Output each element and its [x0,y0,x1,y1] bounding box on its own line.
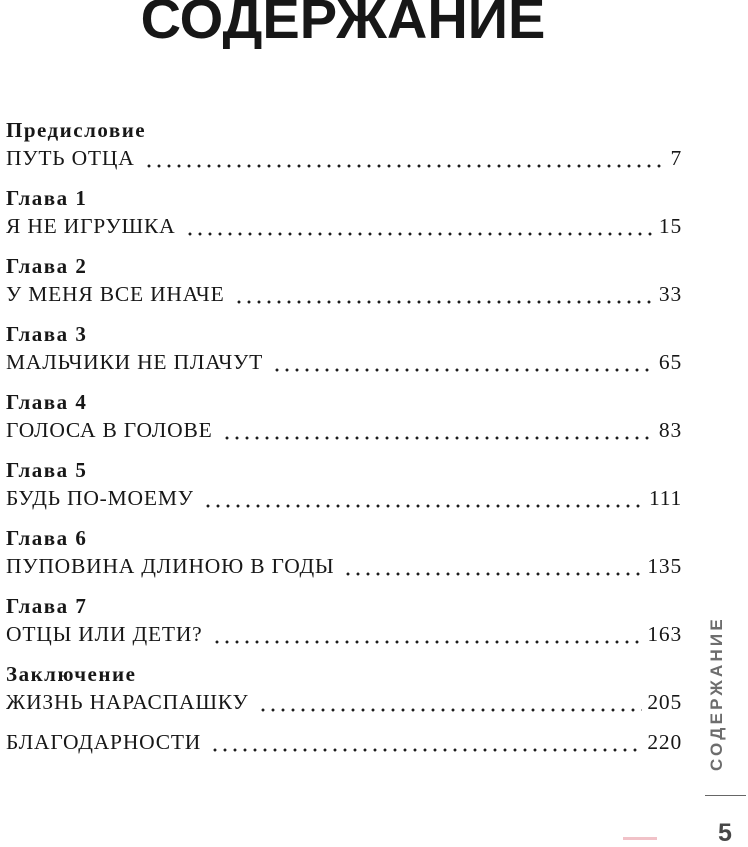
entry-title: ОТЦЫ ИЛИ ДЕТИ? [6,622,203,646]
toc-entry-link[interactable] [6,416,682,444]
entry-page-number: 83 [658,418,682,442]
entry-heading: Глава 4 [6,390,88,414]
entry-page-number: 111 [648,486,682,510]
entry-heading: Глава 2 [6,254,88,278]
toc-entry-link[interactable] [6,348,682,376]
entry-page-number: 65 [658,350,682,374]
entry-heading: Глава 5 [6,458,88,482]
toc-list [6,116,682,768]
entry-page-number: 135 [647,554,682,578]
entry-title: БУДЬ ПО-МОЕМУ [6,486,194,510]
entry-title: МАЛЬЧИКИ НЕ ПЛАЧУТ [6,350,264,374]
dot-leader [222,436,654,440]
toc-entry-link[interactable] [6,144,682,172]
dot-leader [272,368,654,372]
toc-entry [6,660,682,716]
entry-heading: Глава 6 [6,526,88,550]
toc-entry-link[interactable] [6,688,682,716]
entry-title: ГОЛОСА В ГОЛОВЕ [6,418,213,442]
dot-leader [234,300,654,304]
toc-entry-link[interactable] [6,552,682,580]
entry-title: ПУТЬ ОТЦА [6,146,135,170]
entry-page-number: 33 [658,282,682,306]
toc-entry [6,116,682,172]
toc-entry [6,320,682,376]
toc-entry-link[interactable] [6,620,682,648]
entry-heading: Глава 1 [6,186,88,210]
entry-title: ПУПОВИНА ДЛИНОЮ В ГОДЫ [6,554,335,578]
entry-page-number: 205 [647,690,682,714]
dot-leader [210,748,642,752]
dot-leader [343,572,642,576]
entry-heading: Глава 7 [6,594,88,618]
entry-page-number: 15 [658,214,682,238]
page-number: 5 [718,819,732,847]
dot-leader [203,504,644,508]
entry-page-number: 220 [647,730,682,754]
toc-entry [6,728,682,756]
entry-heading: Заключение [6,662,137,686]
sidebar-vertical-label: СОДЕРЖАНИЕ [707,616,726,772]
toc-entry [6,592,682,648]
entry-heading: Глава 3 [6,322,88,346]
toc-entry [6,252,682,308]
entry-title: БЛАГОДАРНОСТИ [6,730,202,754]
page-title: СОДЕРЖАНИЕ [140,0,546,50]
toc-entry-link[interactable] [6,280,682,308]
dot-leader [185,232,654,236]
toc-entry [6,184,682,240]
entry-title: ЖИЗНЬ НАРАСПАШКУ [6,690,249,714]
entry-heading: Предисловие [6,118,147,142]
dot-leader [144,164,666,168]
entry-page-number: 163 [647,622,682,646]
dot-leader [258,708,643,712]
toc-entry [6,524,682,580]
sidebar-rule [705,795,746,796]
entry-title: У МЕНЯ ВСЕ ИНАЧЕ [6,282,225,306]
entry-page-number: 7 [670,146,682,170]
toc-entry-link[interactable] [6,212,682,240]
toc-entry [6,456,682,512]
toc-entry-link[interactable] [6,484,682,512]
pink-accent-mark [623,837,657,840]
toc-entry-link[interactable] [6,728,682,756]
entry-title: Я НЕ ИГРУШКА [6,214,176,238]
toc-entry [6,388,682,444]
dot-leader [212,640,643,644]
